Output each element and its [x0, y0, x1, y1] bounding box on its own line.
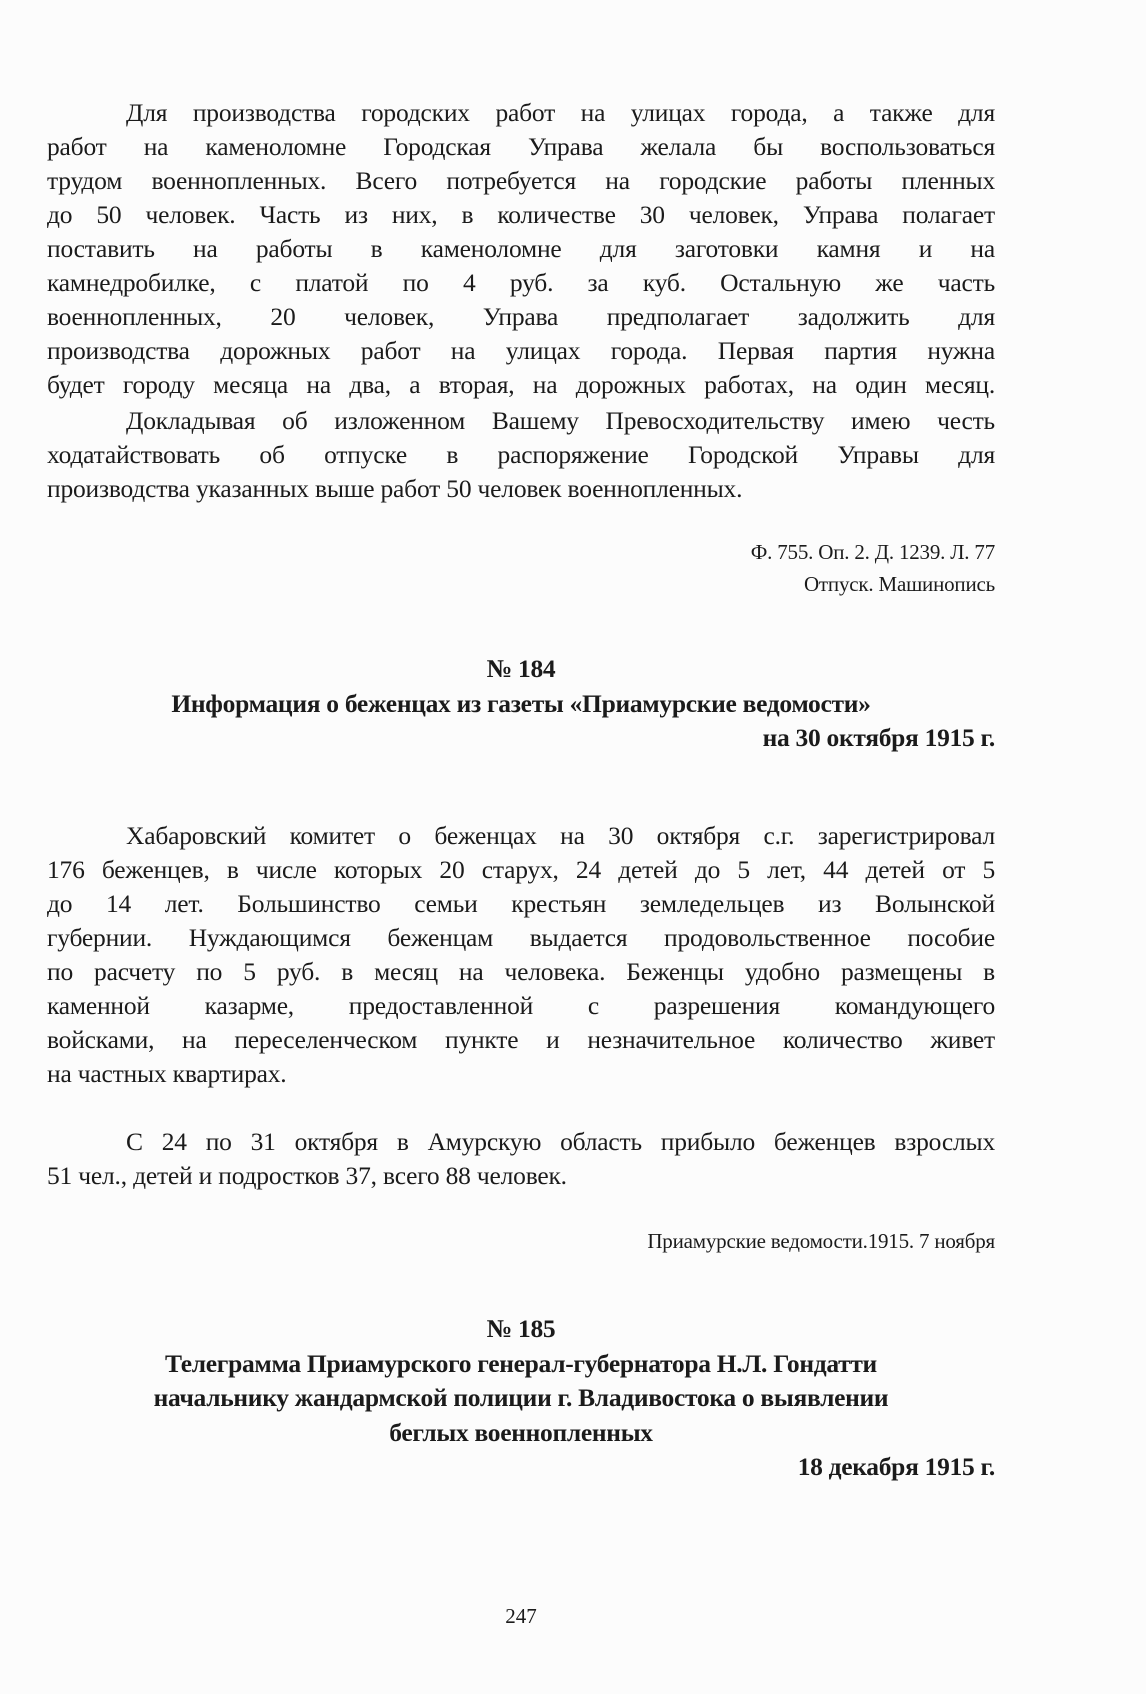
document-title-line: Телеграмма Приамурского генерал-губернатора Н.Л. Гондатти	[165, 1348, 877, 1378]
document-title: Информация о беженцах из газеты «Приамурские ведомости»	[171, 688, 871, 718]
document-number: № 185	[486, 1314, 556, 1343]
document-heading-185	[47, 1312, 995, 1485]
paragraph	[47, 819, 995, 1091]
document-heading-184	[47, 652, 995, 756]
text-line: работ на каменоломне Городская Управа желала бы воспользоваться	[47, 132, 995, 161]
document-title-line: беглых военнопленных	[389, 1417, 653, 1447]
text-line: 176 беженцев, в числе которых 20 старух, 24 детей до 5 лет, 44 детей от 5	[47, 855, 995, 884]
archive-citation	[47, 536, 995, 600]
text-line: Для производства городских работ на улицах города, а также для	[126, 98, 995, 127]
document-date: 18 декабря 1915 г.	[797, 1452, 995, 1481]
text-line: будет городу месяца на два, а вторая, на дорожных работах, на один месяц.	[47, 370, 995, 399]
text-line: трудом военнопленных. Всего потребуется на городские работы пленных	[47, 166, 995, 195]
text-line: производства указанных выше работ 50 человек военнопленных.	[47, 474, 743, 503]
text-line: Докладывая об изложенном Вашему Превосходительству имею честь	[126, 406, 995, 435]
text-line: производства дорожных работ на улицах города. Первая партия нужна	[47, 336, 995, 365]
text-line: войсками, на переселенческом пункте и незначительное количество живет	[47, 1025, 995, 1054]
text-line: С 24 по 31 октября в Амурскую область прибыло беженцев взрослых	[126, 1127, 995, 1156]
citation-line: Отпуск. Машинопись	[803, 572, 995, 596]
text-line: до 50 человек. Часть из них, в количестве 30 человек, Управа полагает	[47, 200, 995, 229]
document-date: на 30 октября 1915 г.	[762, 723, 995, 752]
page-number: 247	[505, 1604, 537, 1628]
citation-line: Ф. 755. Оп. 2. Д. 1239. Л. 77	[750, 540, 995, 564]
text-line: Хабаровский комитет о беженцах на 30 октября с.г. зарегистрировал	[126, 821, 995, 850]
citation-line: Приамурские ведомости.1915. 7 ноября	[647, 1229, 995, 1253]
text-line: поставить на работы в каменоломне для заготовки камня и на	[47, 234, 995, 263]
paragraph	[47, 1125, 995, 1193]
paragraph	[47, 96, 995, 402]
text-line: военнопленных, 20 человек, Управа предполагает задолжить для	[47, 302, 995, 331]
text-line: губернии. Нуждающимся беженцам выдается продовольственное пособие	[47, 923, 995, 952]
text-line: до 14 лет. Большинство семьи крестьян земледельцев из Волынской	[47, 889, 995, 918]
text-line: каменной казарме, предоставленной с разрешения командующего	[47, 991, 995, 1020]
document-number: № 184	[486, 654, 556, 683]
paragraph	[47, 404, 995, 506]
document-title-line: начальнику жандармской полиции г. Владивостока о выявлении	[153, 1383, 889, 1412]
source-citation	[47, 1225, 995, 1257]
text-line: по расчету по 5 руб. в месяц на человека. Беженцы удобно размещены в	[47, 957, 995, 986]
text-line: на частных квартирах.	[47, 1059, 287, 1088]
text-line: ходатайствовать об отпуске в распоряжение Городской Управы для	[47, 440, 995, 469]
text-line: камнедробилке, с платой по 4 руб. за куб. Остальную же часть	[47, 268, 995, 297]
text-line: 51 чел., детей и подростков 37, всего 88 человек.	[47, 1161, 567, 1190]
